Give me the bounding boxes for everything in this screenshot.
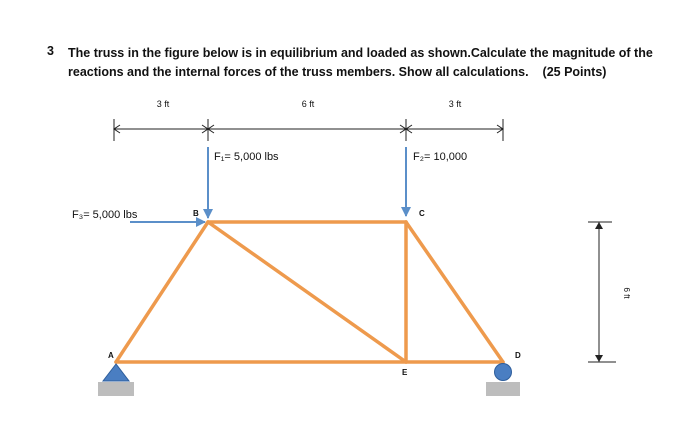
load-f1 <box>208 147 279 218</box>
roller-support-d <box>486 364 520 397</box>
question-line-2-text: reactions and the internal forces of the truss members. Show all calculations. <box>68 65 529 79</box>
height-arrowhead-top <box>595 222 603 229</box>
dimension-label-middle: 6 ft <box>301 99 315 109</box>
question-points: (25 Points) <box>542 65 607 79</box>
node-a-label: A <box>108 351 114 360</box>
ground-block-d <box>486 382 520 396</box>
truss-members <box>116 222 503 362</box>
member-ab <box>116 222 208 362</box>
f1-label: F₁= 5,000 lbs <box>214 151 279 163</box>
node-c-label: C <box>419 209 425 218</box>
f3-label: F₃= 5,000 lbs <box>72 209 138 221</box>
member-be <box>208 222 406 362</box>
pin-triangle <box>103 364 129 381</box>
f2-label: F₂= 10,000 <box>413 151 468 163</box>
height-arrowhead-bottom <box>595 355 603 362</box>
member-cd <box>406 222 503 362</box>
horizontal-dimension <box>114 99 503 141</box>
node-b-label: B <box>193 209 199 218</box>
question-number: 3 <box>47 44 54 58</box>
roller-circle <box>495 364 512 381</box>
dimension-label-right: 3 ft <box>448 99 462 109</box>
load-f2 <box>406 147 467 216</box>
dimension-label-left: 3 ft <box>156 99 170 109</box>
node-e-label: E <box>402 368 408 377</box>
pin-support-a <box>98 364 134 396</box>
question-line-1: The truss in the figure below is in equilibrium and loaded as shown.Calculate the magnitude of the <box>68 46 653 60</box>
dimension-label-height: 6 ft <box>622 287 631 299</box>
vertical-dimension <box>588 222 631 362</box>
ground-block-a <box>98 382 134 396</box>
load-f3 <box>72 209 205 222</box>
node-d-label: D <box>515 351 521 360</box>
